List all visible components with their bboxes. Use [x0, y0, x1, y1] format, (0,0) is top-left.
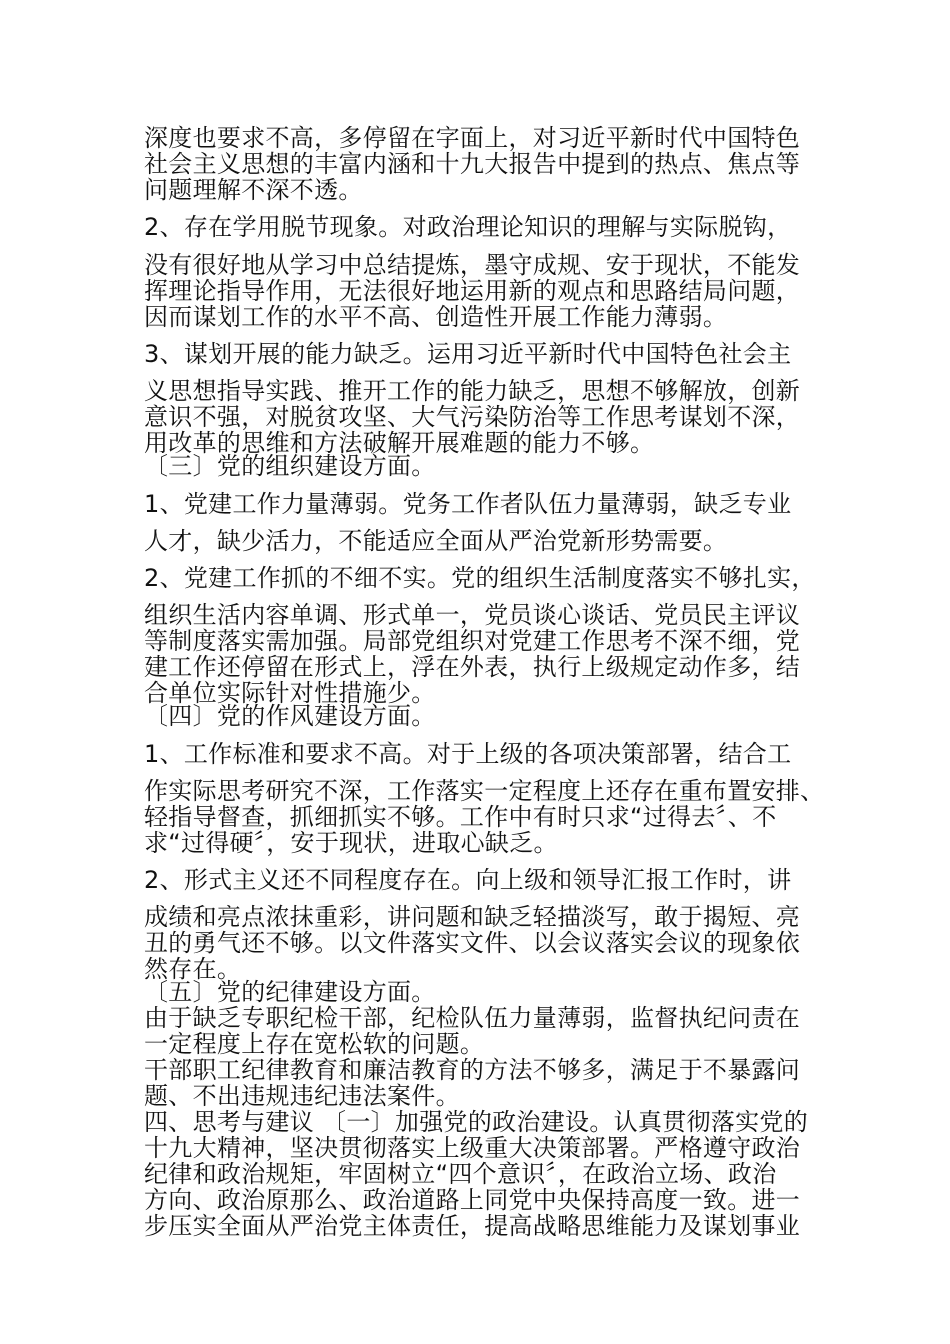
text-line: 步压实全面从严治党主体责任，提高战略思维能力及谋划事业 — [144, 1212, 801, 1240]
text-line: 干部职工纪律教育和廉洁教育的方法不够多，满足于不暴露问 — [144, 1056, 801, 1084]
section-heading: 〔三〕党的组织建设方面。 — [144, 452, 436, 480]
text-line: 十九大精神，坚决贯彻落实上级重大决策部署。严格遵守政治 — [144, 1134, 801, 1162]
text-line: 四、思考与建议 〔一〕加强党的政治建设。认真贯彻落实党的 — [144, 1108, 809, 1136]
text-line: 等制度落实需加强。局部党组织对党建工作思考不深不细，党 — [144, 627, 801, 655]
text-line: 由于缺乏专职纪检干部，纪检队伍力量薄弱，监督执纪问责在 — [144, 1004, 801, 1032]
text-line: 没有很好地从学习中总结提炼，墨守成规、安于现状，不能发 — [144, 251, 801, 279]
text-line: 问题理解不深不透。 — [144, 176, 363, 204]
text-line: 2、党建工作抓的不细不实。党的组织生活制度落实不够扎实， — [144, 564, 816, 592]
text-line: 纪律和政治规矩，牢固树立“四个意识〞，在政治立场、政治 — [144, 1160, 777, 1188]
text-line: 轻指导督查，抓细抓实不够。工作中有时只求“过得去〞、不 — [144, 803, 777, 831]
text-line: 社会主义思想的丰富内涵和十九大报告中提到的热点、焦点等 — [144, 150, 801, 178]
text-line: 一定程度上存在宽松软的问题。 — [144, 1030, 485, 1058]
section-heading: 〔四〕党的作风建设方面。 — [144, 702, 436, 730]
text-line: 1、党建工作力量薄弱。党务工作者队伍力量薄弱，缺乏专业 — [144, 490, 792, 518]
text-line: 作实际思考研究不深，工作落实一定程度上还存在重布置安排、 — [144, 777, 825, 805]
text-line: 2、形式主义还不同程度存在。向上级和领导汇报工作时，讲 — [144, 866, 792, 894]
text-line: 求“过得硬〞，安于现状，进取心缺乏。 — [144, 829, 558, 857]
text-line: 用改革的思维和方法破解开展难题的能力不够。 — [144, 429, 655, 457]
text-line: 建工作还停留在形式上，浮在外表，执行上级规定动作多，结 — [144, 653, 801, 681]
text-line: 组织生活内容单调、形式单一，党员谈心谈话、党员民主评议 — [144, 601, 801, 629]
text-line: 1、工作标准和要求不高。对于上级的各项决策部署，结合工 — [144, 740, 792, 768]
text-line: 3、谋划开展的能力缺乏。运用习近平新时代中国特色社会主 — [144, 340, 792, 368]
text-line: 义思想指导实践、推开工作的能力缺乏，思想不够解放，创新 — [144, 377, 801, 405]
text-line: 因而谋划工作的水平不高、创造性开展工作能力薄弱。 — [144, 303, 728, 331]
text-line: 丑的勇气还不够。以文件落实文件、以会议落实会议的现象依 — [144, 929, 801, 957]
text-line: 成绩和亮点浓抹重彩，讲问题和缺乏轻描淡写，敢于揭短、亮 — [144, 903, 801, 931]
text-line: 合单位实际针对性措施少。 — [144, 679, 436, 707]
text-line: 方向、政治原那么、政治道路上同党中央保持高度一致。进一 — [144, 1186, 801, 1214]
text-line: 题、不出违规违纪违法案件。 — [144, 1082, 460, 1110]
text-line: 2、存在学用脱节现象。对政治理论知识的理解与实际脱钩， — [144, 213, 792, 241]
text-line: 挥理论指导作用，无法很好地运用新的观点和思路结局问题， — [144, 277, 801, 305]
text-line: 意识不强，对脱贫攻坚、大气污染防治等工作思考谋划不深， — [144, 403, 801, 431]
section-heading: 〔五〕党的纪律建设方面。 — [144, 978, 436, 1006]
text-line: 深度也要求不高，多停留在字面上，对习近平新时代中国特色 — [144, 124, 801, 152]
text-line: 人才，缺少活力，不能适应全面从严治党新形势需要。 — [144, 527, 728, 555]
text-line: 然存在。 — [144, 955, 242, 983]
